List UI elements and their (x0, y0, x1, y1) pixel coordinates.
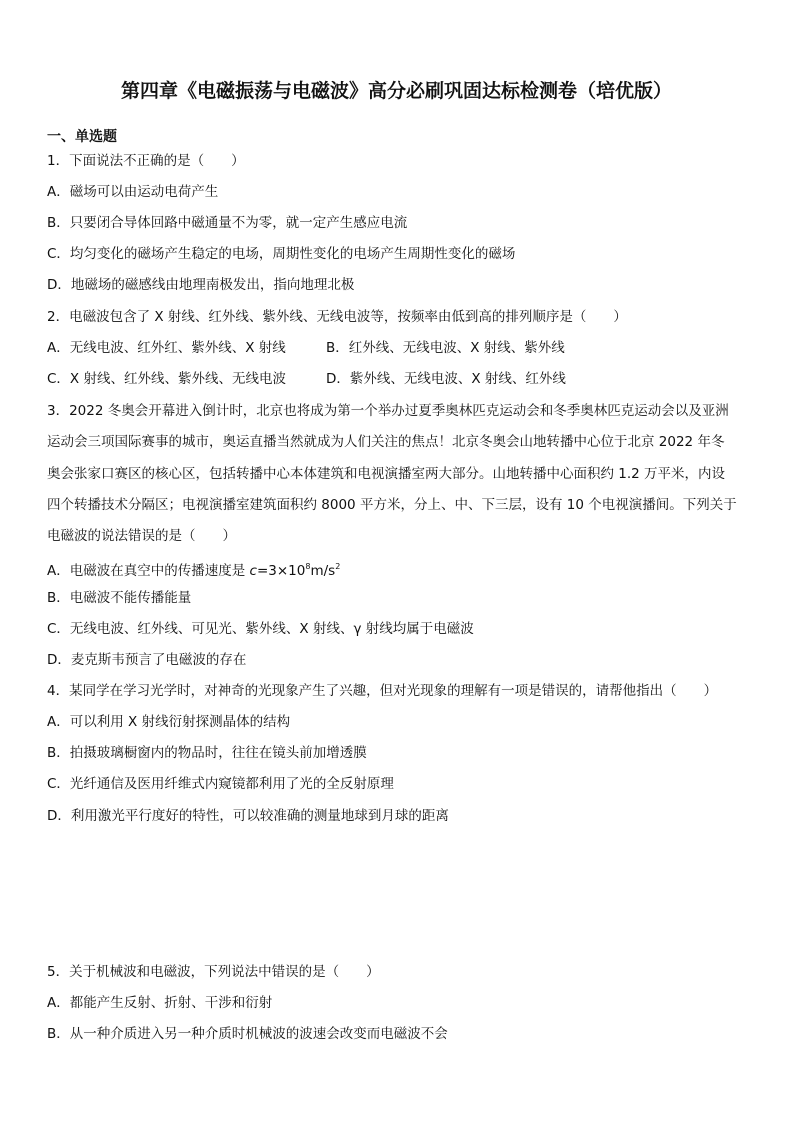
q1-option-b: B．只要闭合导体回路中磁通量不为零，就一定产生感应电流 (47, 215, 408, 231)
q3-option-a-exponent: 8 (305, 562, 311, 571)
q3-option-a (47, 557, 340, 581)
q3-option-a-symbol: c (249, 563, 257, 579)
q1-option-c: C．均匀变化的磁场产生稳定的电场，周期性变化的电场产生周期性变化的磁场 (47, 246, 516, 262)
q1-option-d: D．地磁场的磁感线由地理南极发出，指向地理北极 (47, 277, 355, 293)
q2-option-a: A．无线电波、红外红、紫外线、X 射线 (47, 340, 286, 356)
q2-option-b: B．红外线、无线电波、X 射线、紫外线 (326, 340, 565, 356)
q3-stem-line: 电磁波的说法错误的是（ ） (47, 528, 236, 545)
q3-option-a-text: A．电磁波在真空中的传播速度是 (47, 563, 250, 579)
q4-option-c: C．光纤通信及医用纤维式内窥镜都利用了光的全反射原理 (47, 776, 394, 792)
q4-option-b: B．拍摄玻璃橱窗内的物品时，往往在镜头前加增透膜 (47, 745, 367, 761)
q4-stem: 4．某同学在学习光学时，对神奇的光现象产生了兴趣，但对光现象的理解有一项是错误的，请帮他指出（ ） (47, 683, 718, 699)
q3-option-d: D．麦克斯韦预言了电磁波的存在 (47, 652, 247, 668)
q5-stem: 5．关于机械波和电磁波，下列说法中错误的是（ ） (47, 964, 380, 980)
q3-option-c: C．无线电波、红外线、可见光、紫外线、X 射线、γ 射线均属于电磁波 (47, 621, 474, 637)
q5-option-a: A．都能产生反射、折射、干涉和衍射 (47, 995, 273, 1011)
document-title: 第四章《电磁振荡与电磁波》高分必刷巩固达标检测卷（培优版） (120, 80, 672, 102)
q2-stem: 2．电磁波包含了 X 射线、红外线、紫外线、无线电波等，按频率由低到高的排列顺序是（ ） (47, 309, 627, 325)
q3-stem (47, 396, 747, 552)
section-heading: 一、单选题 (47, 129, 117, 145)
q4-option-a: A．可以利用 X 射线衍射探测晶体的结构 (47, 714, 291, 730)
q3-option-a-value: =3×10 (256, 563, 306, 579)
q3-option-b: B．电磁波不能传播能量 (47, 590, 192, 606)
q3-stem-line: 四个转播技术分隔区；电视演播室建筑面积约 8000 平方米，分上、中、下三层，设有 10 个电视演播间。下列关于 (47, 496, 737, 513)
q1-stem: 1．下面说法不正确的是（ ） (47, 153, 245, 169)
q3-option-a-unit: m/s (310, 563, 336, 579)
q5-option-b: B．从一种介质进入另一种介质时机械波的波速会改变而电磁波不会 (47, 1026, 448, 1042)
q1-option-a: A．磁场可以由运动电荷产生 (47, 184, 219, 200)
q4-option-d: D．利用激光平行度好的特性，可以较准确的测量地球到月球的距离 (47, 808, 449, 824)
q2-option-d: D．紫外线、无线电波、X 射线、红外线 (326, 371, 566, 387)
q3-option-a-unit-exponent: 2 (335, 562, 341, 571)
q2-option-c: C．X 射线、红外线、紫外线、无线电波 (47, 371, 286, 387)
q3-stem-line: 3．2022 冬奥会开幕进入倒计时，北京也将成为第一个举办过夏季奥林匹克运动会和冬季奥林匹克运动会以及亚洲 (47, 403, 729, 419)
q3-stem-line: 奥会张家口赛区的核心区，包括转播中心本体建筑和电视演播室两大部分。山地转播中心面积约 1.2 万平米，内设 (47, 465, 726, 482)
q3-stem-line: 运动会三项国际赛事的城市，奥运直播当然就成为人们关注的焦点！北京冬奥会山地转播中心位于北京 2022 年冬 (47, 434, 725, 451)
